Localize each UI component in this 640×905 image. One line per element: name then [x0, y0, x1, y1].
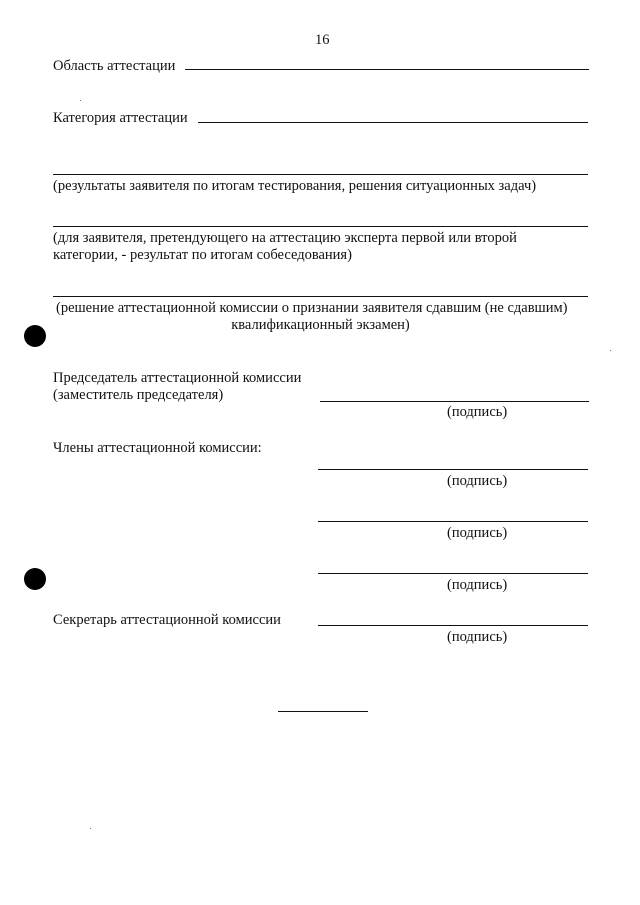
- chair-signature-caption: (подпись): [447, 404, 508, 420]
- secretary-signature-line[interactable]: [318, 625, 588, 626]
- member-2-signature-line[interactable]: [318, 521, 588, 522]
- members-label: Члены аттестационной комиссии:: [53, 440, 262, 456]
- chair-label-line2: (заместитель председателя): [53, 387, 224, 403]
- secretary-signature-caption: (подпись): [447, 629, 508, 645]
- member-3-signature-line[interactable]: [318, 573, 588, 574]
- punch-hole-upper: [24, 325, 46, 347]
- member-3-signature-caption: (подпись): [447, 577, 508, 593]
- chair-signature-line[interactable]: [320, 401, 589, 402]
- results-input-line[interactable]: [53, 174, 588, 175]
- punch-hole-lower: [24, 568, 46, 590]
- category-input-line[interactable]: [198, 122, 588, 123]
- interview-note-line2: категории, - результат по итогам собеседования): [53, 247, 352, 263]
- page-number: 16: [315, 32, 330, 48]
- decision-note-line2: квалификационный экзамен): [231, 317, 410, 333]
- member-1-signature-line[interactable]: [318, 469, 588, 470]
- closing-rule: [278, 711, 368, 712]
- area-input-line[interactable]: [185, 69, 589, 70]
- scan-speck: [90, 828, 91, 829]
- secretary-label: Секретарь аттестационной комиссии: [53, 612, 281, 628]
- member-2-signature-caption: (подпись): [447, 525, 508, 541]
- chair-label-line1: Председатель аттестационной комиссии: [53, 370, 302, 386]
- scan-speck: [80, 100, 81, 101]
- decision-note-line1: (решение аттестационной комиссии о признании заявителя сдавшим (не сдавшим): [56, 300, 568, 316]
- category-label: Категория аттестации: [53, 110, 188, 126]
- results-note: (результаты заявителя по итогам тестирования, решения ситуационных задач): [53, 178, 537, 194]
- decision-input-line[interactable]: [53, 296, 588, 297]
- member-1-signature-caption: (подпись): [447, 473, 508, 489]
- scan-speck: [610, 350, 611, 351]
- area-label: Область аттестации: [53, 58, 176, 74]
- interview-input-line[interactable]: [53, 226, 588, 227]
- interview-note-line1: (для заявителя, претендующего на аттестацию эксперта первой или второй: [53, 230, 517, 246]
